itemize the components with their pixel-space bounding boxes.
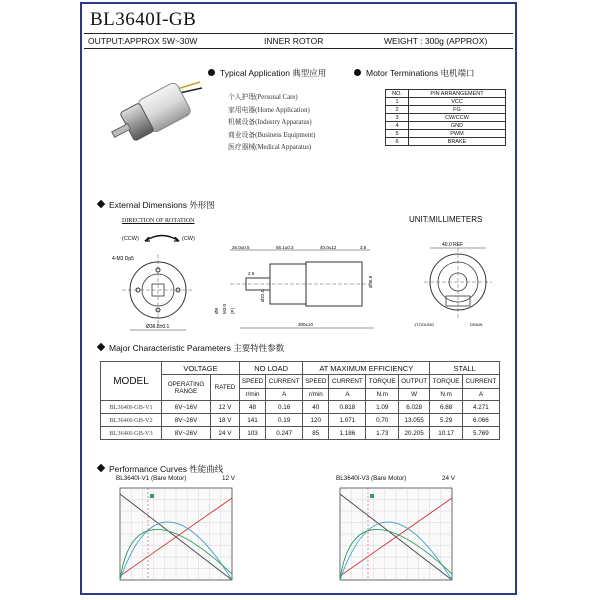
table-row: BL3640I-GB-V2 8V~26V 18 V 141 0.19 120 1.071 0.70 13.055 5.29 6.066	[101, 414, 500, 427]
rear-label: DRAIN	[470, 322, 483, 327]
col-header-no-load: NO LOAD	[240, 362, 303, 375]
table-row: BL3640I-GB-V3 8V~26V 24 V 103 0.247 85 1.186 1.73 20.205 10.17 5.769	[101, 427, 500, 440]
units-row: r/min A r/min A N.m W N.m A	[101, 389, 500, 401]
left-performance-chart	[112, 484, 240, 588]
cw-label: (CW)	[182, 236, 195, 242]
application-item: 商业设备(Business Equipment)	[228, 131, 316, 139]
dim-label: 3.5	[360, 245, 367, 250]
dim-label: 26.0±0.5	[232, 245, 250, 250]
col-header-output: OUTPUT	[398, 375, 429, 389]
col-header-speed: SPEED	[303, 375, 329, 389]
table-row: BL3640I-GB-V1 6V~16V 12 V 48 0.16 40 0.818 1.09 6.028 6.88 4.271	[101, 401, 500, 414]
bullet-diamond-icon	[97, 464, 105, 472]
unit-label: UNIT:MILLIMETERS	[409, 215, 483, 224]
performance-curves-heading: Performance Curves 性能曲线	[98, 463, 223, 475]
right-performance-chart	[332, 484, 460, 588]
dim-label: Ø22.0	[260, 289, 265, 302]
col-header-speed: SPEED	[240, 375, 266, 389]
page-title: BL3640I-GB	[90, 9, 197, 30]
spec-bar	[84, 33, 513, 49]
front-label: Ø36.8±0.1	[146, 324, 170, 330]
right-chart-voltage: 24 V	[442, 475, 455, 482]
col-header-current: CURRENT	[266, 375, 303, 389]
table-header-row	[386, 90, 506, 98]
dim-label: 56.1±0.3	[276, 245, 294, 250]
application-item: 机械设备(Industry Apparatus)	[228, 119, 312, 127]
dim-label: 2.5	[248, 271, 255, 276]
col-header-rated: RATED	[211, 375, 240, 401]
rotation-direction-label: DIRECTION OF ROTATION	[122, 218, 195, 224]
bullet-diamond-icon	[97, 200, 105, 208]
spec-rotor: INNER ROTOR	[264, 36, 324, 46]
left-chart-model: BL3640I-V1 (Bare Motor)	[116, 475, 187, 482]
external-dimensions-heading: External Dimensions 外形图	[98, 199, 215, 211]
col-header: NO.	[386, 90, 409, 98]
bullet-diamond-icon	[97, 343, 105, 351]
major-parameters-heading: Major Characteristic Parameters 主要特性参数	[98, 342, 284, 354]
side-view-drawing	[210, 244, 390, 340]
spec-weight: WEIGHT : 300g (APPROX)	[384, 36, 488, 46]
application-item: 医疗器械(Medical Apparatus)	[228, 144, 312, 152]
bullet-dot-icon	[354, 69, 361, 76]
application-item: 个人护理(Personal Care)	[228, 94, 298, 101]
efficiency-marker	[370, 494, 374, 498]
application-item: 家用电器(Home Application)	[228, 106, 310, 114]
table-row: 1 VCC	[386, 98, 506, 106]
col-header-current: CURRENT	[329, 375, 366, 389]
col-header-current: CURRENT	[462, 375, 499, 389]
dim-label: Ø8	[214, 307, 219, 314]
col-header-operating-range: OPERATING RANGE	[162, 375, 211, 401]
rear-label: 1TOOLING	[414, 322, 435, 327]
motor-photo	[96, 68, 206, 158]
motor-terminations-heading: Motor Terminations 电机端口	[354, 67, 474, 79]
dim-label: (P)	[230, 308, 235, 314]
col-header-stall: STALL	[430, 362, 500, 375]
table-row: 2 FG	[386, 106, 506, 114]
col-header-torque: TORQUE	[366, 375, 398, 389]
rotation-arrow-icon	[142, 230, 182, 244]
dim-label: Ø36.8	[368, 275, 373, 288]
col-header-max-eff: AT MAXIMUM EFFICIENCY	[303, 362, 430, 375]
bullet-dot-icon	[208, 69, 215, 76]
col-header-voltage: VOLTAGE	[162, 362, 240, 375]
col-header-model: MODEL	[101, 362, 162, 401]
dim-label: M3.0	[222, 303, 227, 314]
typical-app-heading: Typical Application 典型应用	[208, 67, 326, 79]
parameters-table	[100, 361, 500, 440]
col-header-torque: TORQUE	[430, 375, 462, 389]
terminations-table	[385, 89, 506, 146]
table-row: 5 PWM	[386, 130, 506, 138]
table-row: 3 CW/CCW	[386, 114, 506, 122]
spec-output: OUTPUT:APPROX 5W~30W	[88, 36, 198, 46]
rear-view-drawing	[412, 240, 498, 332]
rear-label: 40.0 REF	[442, 242, 464, 248]
table-row: 4 GND	[386, 122, 506, 130]
ccw-label: (CCW)	[122, 236, 139, 242]
dim-label: 40.0±12	[320, 245, 337, 250]
right-chart-model: BL3640I-V3 (Bare Motor)	[336, 475, 407, 482]
front-view-drawing	[110, 250, 210, 340]
table-row: 6 BRAKE	[386, 138, 506, 146]
left-chart-voltage: 12 V	[222, 475, 235, 482]
front-label: 4-M3 Dp5	[112, 256, 134, 262]
datasheet-page	[80, 2, 517, 595]
dim-label: 300±10	[298, 322, 313, 327]
application-list	[228, 92, 315, 155]
efficiency-marker	[150, 494, 154, 498]
col-header: PIN ARRANGEMENT	[409, 90, 506, 98]
